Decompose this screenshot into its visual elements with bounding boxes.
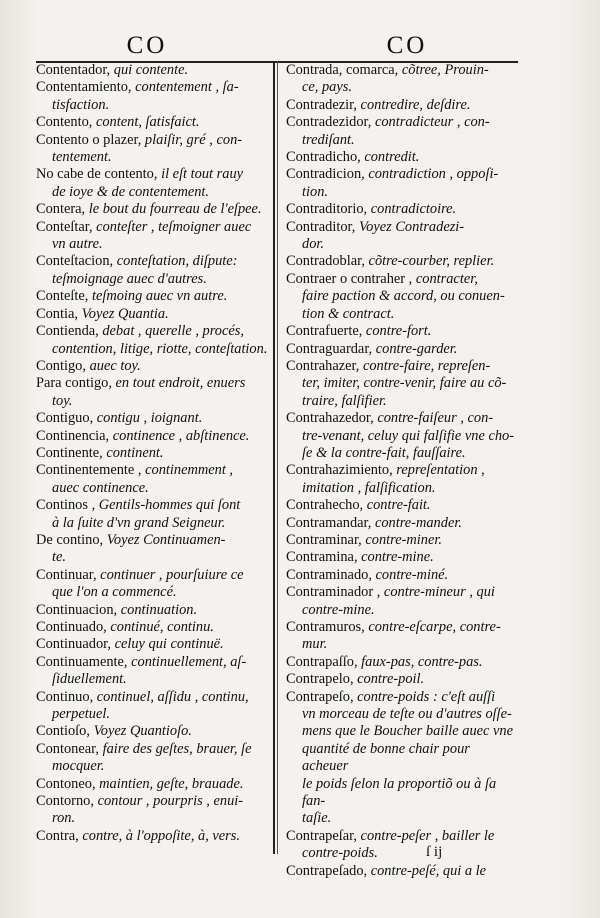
entry-headword: Contoneo,: [36, 775, 96, 792]
entry-continuation: vn morceau de teſte ou d'autres oſſe-: [302, 706, 512, 723]
entry-headword: Contraguardar,: [286, 340, 373, 357]
entry-definition: contredit.: [360, 149, 420, 166]
entry-headword: Contramandar,: [286, 514, 372, 531]
entry-continuation: faire paction & accord, ou conuen-: [302, 288, 505, 305]
entry-definition: contradiction , oppoſi-: [364, 166, 499, 183]
dictionary-entry: [36, 132, 268, 167]
dictionary-entry: [36, 358, 268, 375]
entry-continuation: taſie.: [302, 810, 332, 827]
dictionary-entry: [36, 741, 268, 776]
entry-continuation: que l'on a commencé.: [52, 584, 177, 601]
entry-definition: conteſter , teſmoigner auec: [92, 218, 252, 235]
entry-continuation: tre-venant, celuy qui falſifie vne cho-: [302, 427, 515, 444]
dictionary-entry: [36, 567, 268, 602]
entry-definition: continué, continu.: [106, 619, 214, 635]
signature-mark: ſ ij: [426, 844, 443, 860]
entry-definition: contre-mine.: [357, 549, 434, 566]
entry-continuation: tentement.: [52, 149, 112, 166]
entry-definition: celuy qui continuë.: [110, 636, 224, 653]
entry-definition: debat , querelle , procés,: [98, 323, 244, 340]
entry-headword: Contraditor,: [286, 218, 356, 235]
dictionary-entry: [286, 219, 518, 254]
entry-definition: contentement , ſa-: [131, 79, 239, 96]
dictionary-entry: [286, 689, 518, 828]
entry-continuation: dor.: [302, 236, 324, 253]
dictionary-entry: [286, 323, 518, 340]
entry-definition: plaiſir, gré , con-: [141, 131, 243, 148]
entry-definition: contre-peſer , bailler le: [356, 827, 495, 844]
entry-definition: faire des geſtes, brauer, ſe: [98, 740, 252, 757]
entry-headword: Contienda,: [36, 323, 99, 340]
dictionary-entry: [286, 863, 518, 880]
column-divider-inner: [277, 61, 278, 854]
entry-headword: Contramina,: [286, 549, 358, 566]
dictionary-entry: [36, 445, 268, 462]
entry-continuation: mens que le Boucher baille auec vne: [302, 723, 513, 740]
entry-definition: contre-garder.: [372, 340, 458, 357]
entry-headword: Contioſo,: [36, 723, 90, 740]
entry-definition: contre-mineur , qui: [380, 584, 495, 601]
dictionary-entry: [286, 271, 518, 323]
entry-headword: Contrapeſo,: [286, 688, 354, 705]
entry-continuation: ſe & la contre-fait, fauſſaire.: [302, 444, 466, 461]
entry-headword: Contrapaſſo,: [286, 653, 358, 670]
entry-definition: content, ſatisfaict.: [92, 114, 200, 131]
entry-headword: Contraminar,: [286, 531, 362, 548]
entry-headword: Continentemente ,: [36, 462, 142, 479]
entry-definition: continent.: [102, 444, 164, 461]
entry-headword: Contrahecho,: [286, 497, 364, 514]
dictionary-entry: [286, 671, 518, 688]
dictionary-entry: [286, 166, 518, 201]
entry-definition: continuer , pourſuiure ce: [96, 566, 244, 583]
dictionary-entry: [36, 619, 268, 636]
entry-definition: il eſt tout rauy: [157, 166, 244, 183]
dictionary-entry: [36, 288, 268, 305]
entry-definition: contre-fait.: [363, 497, 431, 514]
entry-headword: Contrahazimiento,: [286, 462, 393, 479]
entry-definition: contour , pourpris , enui-: [93, 793, 244, 810]
entry-headword: Contentador,: [36, 62, 111, 78]
dictionary-entry: [286, 654, 518, 671]
entry-continuation: ce, pays.: [302, 79, 352, 96]
dictionary-entry: [36, 497, 268, 532]
entry-continuation: tion.: [302, 183, 328, 200]
entry-definition: continence , abſtinence.: [109, 427, 250, 444]
entry-definition: contradicteur , con-: [371, 114, 490, 131]
entry-headword: Contento,: [36, 114, 93, 131]
dictionary-entry: [286, 532, 518, 549]
entry-definition: contre-eſcarpe, contre-: [364, 619, 501, 635]
entry-headword: Conteſtar,: [36, 218, 93, 235]
entry-headword: Contrapeſar,: [286, 827, 357, 844]
entry-headword: Contradicho,: [286, 149, 361, 166]
entry-headword: Continuador,: [36, 636, 111, 653]
entry-headword: Contrahazer,: [286, 357, 360, 374]
entry-continuation: mur.: [302, 636, 328, 653]
entry-continuation: de ioye & de contentement.: [52, 183, 210, 200]
dictionary-entry: [286, 62, 518, 97]
entry-headword: Contrada, comarca,: [286, 62, 399, 78]
dictionary-entry: [286, 828, 518, 863]
entry-definition: contracter,: [412, 270, 478, 287]
entry-definition: contre-fort.: [362, 323, 432, 340]
entry-definition: contre-poids : c'eſt auſſi: [353, 688, 496, 705]
entry-headword: Conteſtacion,: [36, 253, 114, 270]
entry-headword: Contrafuerte,: [286, 323, 363, 340]
entry-definition: contre-miné.: [371, 566, 449, 583]
dictionary-entry: [36, 201, 268, 218]
entry-definition: Voyez Quantioſo.: [89, 723, 192, 740]
entry-headword: Contrapelo,: [286, 671, 354, 688]
entry-definition: faux-pas, contre-pas.: [357, 653, 483, 670]
dictionary-entry: [286, 341, 518, 358]
entry-headword: Contigo,: [36, 357, 86, 374]
dictionary-entry: [36, 689, 268, 724]
entry-headword: Contonear,: [36, 740, 99, 757]
entry-continuation: contention, litige, riotte, conteſtation.: [52, 340, 268, 357]
entry-continuation: à la ſuite d'vn grand Seigneur.: [52, 514, 226, 531]
entry-headword: Contrapeſado,: [286, 862, 368, 879]
dictionary-entry: [36, 428, 268, 445]
dictionary-entry: [36, 219, 268, 254]
dictionary-entry: [286, 410, 518, 462]
entry-headword: Contentamiento,: [36, 79, 132, 96]
entry-definition: en tout endroit, enuers: [111, 375, 246, 392]
dictionary-entry: [286, 549, 518, 566]
entry-headword: Contraer o contraher ,: [286, 270, 413, 287]
entry-headword: Contramuros,: [286, 619, 365, 635]
entry-headword: Contraditorio,: [286, 201, 368, 218]
entry-definition: continuation.: [117, 601, 198, 618]
entry-definition: continuellement, aſ-: [127, 653, 247, 670]
entry-continuation: imitation , falſification.: [302, 479, 436, 496]
entry-definition: contre-peſé, qui a le: [367, 862, 487, 879]
dictionary-entry: [36, 793, 268, 828]
entry-headword: Continuar,: [36, 566, 97, 583]
dictionary-entry: [36, 306, 268, 323]
dictionary-entry: [36, 723, 268, 740]
right-column: [286, 62, 518, 880]
dictionary-entry: [36, 166, 268, 201]
entry-headword: Contraminado,: [286, 566, 372, 583]
dictionary-entry: [286, 201, 518, 218]
entry-headword: Contrahazedor,: [286, 410, 374, 427]
entry-definition: conteſtation, diſpute:: [113, 253, 238, 270]
dictionary-entry: [36, 776, 268, 793]
entry-definition: contigu , ioignant.: [93, 410, 203, 427]
dictionary-entry: [36, 602, 268, 619]
dictionary-entry: [286, 515, 518, 532]
entry-headword: Continuamente,: [36, 653, 128, 670]
entry-definition: contre-faire, repreſen-: [359, 357, 491, 374]
entry-definition: qui contente.: [110, 62, 189, 78]
entry-definition: contre-mander.: [371, 514, 462, 531]
entry-definition: contradictoire.: [367, 201, 457, 218]
entry-continuation: vn autre.: [52, 236, 103, 253]
entry-continuation: trediſant.: [302, 131, 355, 148]
dictionary-entry: [286, 497, 518, 514]
dictionary-entry: [36, 114, 268, 131]
entry-definition: Gentils-hommes qui ſont: [95, 497, 241, 514]
dictionary-entry: [286, 149, 518, 166]
entry-continuation: teſmoignage auec d'autres.: [52, 270, 207, 287]
entry-headword: Contiguo,: [36, 410, 94, 427]
dictionary-entry: [286, 253, 518, 270]
column-divider: [273, 61, 275, 854]
entry-headword: Contradezir,: [286, 96, 357, 113]
running-header-right: CO: [386, 32, 428, 59]
entry-definition: auec toy.: [85, 357, 141, 374]
entry-headword: Contia,: [36, 305, 78, 322]
entry-definition: contre-faiſeur , con-: [373, 410, 494, 427]
entry-continuation: quantité de bonne chair pour acheuer: [302, 740, 470, 775]
entry-headword: Contradicion,: [286, 166, 365, 183]
dictionary-entry: [286, 567, 518, 584]
entry-definition: contredire, deſdire.: [356, 96, 471, 113]
dictionary-entry: [36, 532, 268, 567]
dictionary-entry: [286, 358, 518, 410]
entry-continuation: le poids ſelon la proportiõ ou à ſa fan-: [302, 775, 497, 810]
dictionary-entry: [36, 410, 268, 427]
entry-definition: repreſentation ,: [392, 462, 485, 479]
entry-definition: le bout du fourreau de l'eſpee.: [85, 201, 262, 218]
entry-continuation: tisfaction.: [52, 96, 110, 113]
entry-continuation: ron.: [52, 810, 76, 827]
entry-definition: maintien, geſte, brauade.: [95, 775, 244, 792]
entry-continuation: ſiduellement.: [52, 671, 127, 688]
entry-headword: Contradezidor,: [286, 114, 372, 131]
entry-headword: Contraminador ,: [286, 584, 381, 601]
dictionary-entry: [36, 375, 268, 410]
entry-definition: contre-poil.: [353, 671, 425, 688]
entry-headword: Continuado,: [36, 619, 107, 635]
entry-definition: Voyez Quantia.: [77, 305, 169, 322]
entry-continuation: contre-poids.: [302, 845, 378, 862]
entry-definition: continemment ,: [141, 462, 234, 479]
dictionary-entry: [36, 79, 268, 114]
entry-headword: Para contigo,: [36, 375, 112, 392]
entry-definition: continuel, aſſidu , continu,: [93, 688, 249, 705]
entry-headword: Continuo,: [36, 688, 94, 705]
dictionary-entry: [286, 97, 518, 114]
entry-headword: Contorno,: [36, 793, 94, 810]
dictionary-entry: [36, 62, 268, 79]
running-header-left: CO: [126, 32, 168, 59]
entry-continuation: te.: [52, 549, 66, 566]
entry-continuation: contre-mine.: [302, 601, 375, 618]
entry-definition: Voyez Contradezi-: [355, 218, 465, 235]
entry-definition: cõtree, Prouin-: [398, 62, 489, 78]
dictionary-entry: [36, 253, 268, 288]
entry-continuation: auec continence.: [52, 479, 149, 496]
entry-headword: Continuacion,: [36, 601, 118, 618]
entry-headword: Contento o plazer,: [36, 131, 142, 148]
entry-continuation: tion & contract.: [302, 305, 395, 322]
entry-continuation: perpetuel.: [52, 706, 110, 723]
entry-definition: contre-miner.: [361, 531, 442, 548]
entry-headword: No cabe de contento,: [36, 166, 158, 183]
left-column: [36, 62, 268, 845]
dictionary-entry: [286, 114, 518, 149]
entry-continuation: toy.: [52, 392, 73, 409]
entry-headword: Continencia,: [36, 427, 110, 444]
dictionary-entry: [286, 462, 518, 497]
entry-headword: De contino,: [36, 531, 104, 548]
entry-definition: contre, à l'oppoſite, à, vers.: [78, 827, 240, 844]
entry-definition: Voyez Continuamen-: [103, 531, 226, 548]
dictionary-entry: [36, 323, 268, 358]
dictionary-entry: [286, 584, 518, 619]
entry-continuation: ter, imiter, contre-venir, faire au cõ-: [302, 375, 507, 392]
entry-headword: Conteſte,: [36, 288, 89, 305]
entry-headword: Contra,: [36, 827, 79, 844]
dictionary-entry: [36, 828, 268, 845]
entry-continuation: traire, falſifier.: [302, 392, 387, 409]
entry-headword: Continos ,: [36, 497, 96, 514]
entry-definition: teſmoing auec vn autre.: [88, 288, 228, 305]
dictionary-entry: [36, 462, 268, 497]
entry-headword: Contera,: [36, 201, 86, 218]
entry-continuation: mocquer.: [52, 758, 105, 775]
dictionary-entry: [36, 654, 268, 689]
dictionary-entry: [286, 619, 518, 654]
entry-headword: Continente,: [36, 444, 103, 461]
dictionary-entry: [36, 636, 268, 653]
entry-headword: Contradoblar,: [286, 253, 365, 270]
entry-definition: cõtre-courber, replier.: [364, 253, 495, 270]
